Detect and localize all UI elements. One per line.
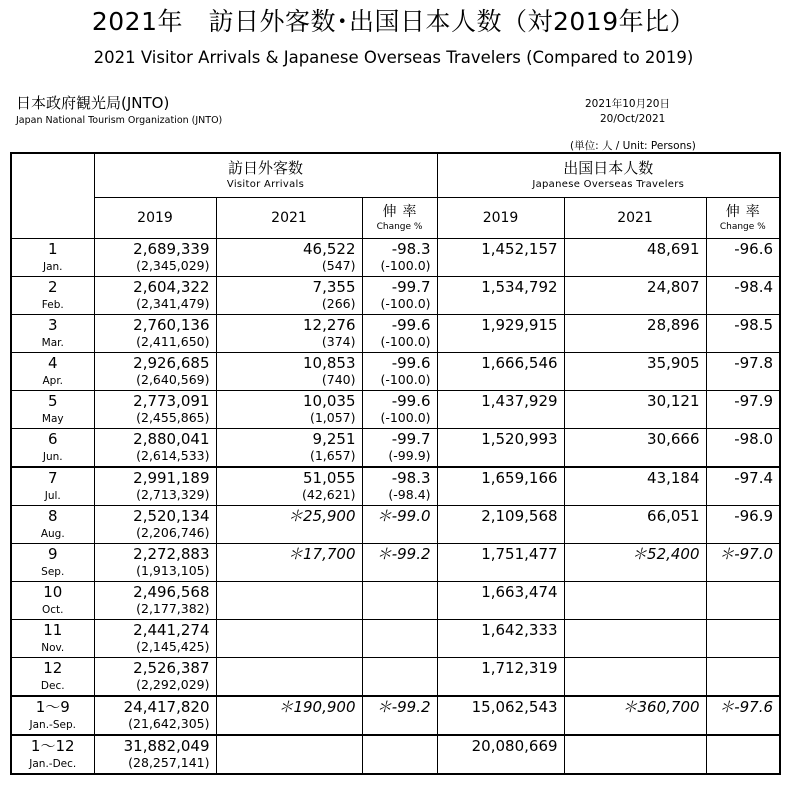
visitor-change-cell	[362, 696, 437, 735]
month-label-en: Jan.	[42, 261, 63, 273]
overseas-change-cell	[706, 620, 780, 658]
overseas-2021-value: 30,666	[647, 430, 700, 448]
overseas-change-cell	[706, 735, 780, 774]
visitor-2021-value: ＊190,900	[278, 698, 356, 716]
overseas-2021-value: 35,905	[647, 354, 700, 372]
month-label-en: Mar.	[41, 337, 64, 349]
visitor-2019-value: 2,773,091	[133, 392, 210, 410]
overseas-2021-value: 43,184	[647, 469, 700, 487]
month-label-en: Apr.	[42, 375, 64, 387]
visitor-2019-value: 2,272,883	[133, 545, 210, 563]
visitor-2021-value: 12,276	[303, 316, 356, 334]
overseas-2019-cell	[437, 696, 564, 735]
visitor-2019-value: 2,526,387	[133, 659, 210, 677]
overseas-travelers-header-ja: 出国日本人数	[563, 159, 654, 177]
overseas-change-cell	[706, 544, 780, 582]
visitor-2019-cell	[94, 735, 216, 774]
visitor-2021-cell	[216, 277, 362, 315]
overseas-2021-cell	[564, 506, 706, 544]
visitor-change-header-en: Change %	[376, 222, 423, 232]
month-label: 5	[47, 392, 58, 410]
month-label: 8	[47, 507, 58, 525]
visitor-2021-subvalue: (1,057)	[309, 410, 356, 425]
visitor-2021-value: ＊17,700	[288, 545, 356, 563]
overseas-2021-value: 24,807	[647, 278, 700, 296]
visitor-change-subvalue: (-100.0)	[380, 296, 431, 311]
overseas-2021-value: 28,896	[647, 316, 700, 334]
month-cell	[11, 696, 94, 735]
page-subtitle: 2021 Visitor Arrivals & Japanese Overseas Travelers (Compared to 2019)	[93, 48, 694, 67]
visitor-change-cell	[362, 735, 437, 774]
overseas-2019-cell	[437, 506, 564, 544]
visitor-change-value: -99.7	[391, 430, 431, 448]
month-cell	[11, 353, 94, 391]
organization-name-en: Japan National Tourism Organization (JNTO)	[16, 115, 223, 126]
visitor-2021-subvalue: (374)	[321, 334, 356, 349]
overseas-2021-cell	[564, 315, 706, 353]
visitor-change-cell	[362, 391, 437, 429]
month-label-en: Dec.	[40, 680, 65, 692]
overseas-2019-value: 1,712,319	[481, 659, 558, 677]
overseas-2019-value: 1,520,993	[481, 430, 558, 448]
overseas-change-cell	[706, 467, 780, 506]
visitor-2019-value: 2,496,568	[133, 583, 210, 601]
overseas-change-cell	[706, 277, 780, 315]
overseas-change-cell	[706, 696, 780, 735]
visitor-2019-subvalue: (2,614,533)	[136, 448, 210, 463]
visitor-2021-cell	[216, 735, 362, 774]
visitor-arrivals-header-ja: 訪日外客数	[228, 159, 304, 177]
visitor-change-cell	[362, 658, 437, 697]
visitor-2019-cell	[94, 353, 216, 391]
visitor-2021-value: 46,522	[303, 240, 356, 258]
corner-cell	[11, 153, 94, 239]
overseas-change-value: -97.9	[734, 392, 774, 410]
visitor-change-value: -99.7	[391, 278, 431, 296]
visitor-2019-value: 24,417,820	[123, 698, 210, 716]
visitor-change-subvalue: (-100.0)	[380, 258, 431, 273]
visitor-change-value: -99.6	[391, 392, 431, 410]
overseas-2021-cell	[564, 658, 706, 697]
visitor-2019-subvalue: (2,145,425)	[136, 639, 210, 654]
table-row	[11, 315, 780, 353]
visitor-2021-cell	[216, 429, 362, 468]
overseas-2019-value: 20,080,669	[471, 737, 558, 755]
overseas-change-header-ja: 伸率	[725, 204, 766, 220]
overseas-change-value: ＊-97.6	[719, 698, 774, 716]
visitor-arrivals-header	[94, 153, 437, 198]
month-cell	[11, 506, 94, 544]
month-label: 11	[43, 621, 63, 639]
visitor-change-value: -98.3	[391, 469, 431, 487]
visitor-2019-subvalue: (2,177,382)	[136, 601, 210, 616]
overseas-2019-cell	[437, 391, 564, 429]
month-label: 9	[47, 545, 58, 563]
month-label-en: Feb.	[41, 299, 64, 311]
overseas-2021-cell	[564, 582, 706, 620]
visitor-2019-subvalue: (28,257,141)	[128, 755, 210, 770]
overseas-2019-cell	[437, 735, 564, 774]
overseas-change-value: -96.6	[734, 240, 774, 258]
overseas-2019-cell	[437, 277, 564, 315]
unit-note: (単位: 人 / Unit: Persons)	[570, 140, 696, 152]
visitor-change-value: -98.3	[391, 240, 431, 258]
visitor-2019-cell	[94, 658, 216, 697]
overseas-2021-value: 30,121	[647, 392, 700, 410]
visitor-change-subvalue: (-100.0)	[380, 410, 431, 425]
visitor-2019-value: 2,760,136	[133, 316, 210, 334]
month-cell	[11, 429, 94, 468]
overseas-travelers-header-en: Japanese Overseas Travelers	[532, 179, 685, 190]
overseas-2019-value: 1,534,792	[481, 278, 558, 296]
visitor-2021-cell	[216, 658, 362, 697]
month-label-en: Jun.	[42, 451, 63, 463]
month-label: 1	[47, 240, 58, 258]
visitor-change-value: -99.6	[391, 316, 431, 334]
overseas-2021-cell	[564, 277, 706, 315]
overseas-change-header-en: Change %	[719, 222, 766, 232]
overseas-2021-cell	[564, 239, 706, 277]
overseas-2021-cell	[564, 467, 706, 506]
overseas-2021-header: 2021	[564, 198, 706, 239]
visitor-2019-cell	[94, 582, 216, 620]
overseas-change-value: -98.0	[734, 430, 774, 448]
table-row	[11, 429, 780, 468]
overseas-2019-value: 2,109,568	[481, 507, 558, 525]
overseas-2019-cell	[437, 353, 564, 391]
overseas-change-cell	[706, 239, 780, 277]
month-label: 2	[47, 278, 58, 296]
overseas-2021-cell	[564, 696, 706, 735]
visitor-2019-subvalue: (2,713,329)	[136, 487, 210, 502]
overseas-2019-cell	[437, 429, 564, 468]
visitor-2021-cell	[216, 239, 362, 277]
visitor-change-value: -99.6	[391, 354, 431, 372]
month-cell	[11, 277, 94, 315]
visitor-2021-subvalue: (740)	[321, 372, 356, 387]
overseas-change-cell	[706, 353, 780, 391]
visitor-2019-value: 2,689,339	[133, 240, 210, 258]
visitor-2021-cell	[216, 353, 362, 391]
visitor-2021-header: 2021	[216, 198, 362, 239]
visitor-2021-value: 10,853	[303, 354, 356, 372]
visitor-change-subvalue: (-100.0)	[380, 334, 431, 349]
visitor-2019-value: 2,441,274	[133, 621, 210, 639]
month-label-en: Jan.-Sep.	[29, 719, 76, 731]
visitor-2019-subvalue: (2,341,479)	[136, 296, 210, 311]
table-row	[11, 277, 780, 315]
visitor-2019-cell	[94, 277, 216, 315]
visitor-2019-subvalue: (2,455,865)	[136, 410, 210, 425]
overseas-2021-cell	[564, 353, 706, 391]
overseas-change-cell	[706, 658, 780, 697]
visitor-change-value: ＊-99.2	[376, 545, 431, 563]
month-label: 6	[47, 430, 58, 448]
organization-name-ja: 日本政府観光局(JNTO)	[16, 94, 170, 112]
visitor-2019-value: 2,880,041	[133, 430, 210, 448]
overseas-change-header	[706, 198, 780, 239]
statistics-table	[10, 152, 781, 775]
visitor-2019-cell	[94, 467, 216, 506]
month-cell	[11, 467, 94, 506]
overseas-2021-value: ＊360,700	[622, 698, 700, 716]
month-label-en: Oct.	[42, 604, 64, 616]
visitor-2021-value: 51,055	[303, 469, 356, 487]
month-cell	[11, 658, 94, 697]
table-row	[11, 735, 780, 774]
month-cell	[11, 582, 94, 620]
overseas-change-cell	[706, 582, 780, 620]
table-row	[11, 696, 780, 735]
overseas-2019-cell	[437, 467, 564, 506]
overseas-change-value: -96.9	[734, 507, 774, 525]
visitor-2019-value: 2,604,322	[133, 278, 210, 296]
month-cell	[11, 391, 94, 429]
overseas-2021-cell	[564, 429, 706, 468]
visitor-change-cell	[362, 239, 437, 277]
visitor-2021-subvalue: (547)	[321, 258, 356, 273]
visitor-2019-value: 2,991,189	[133, 469, 210, 487]
visitor-2019-subvalue: (1,913,105)	[136, 563, 210, 578]
table-row	[11, 391, 780, 429]
month-label: 1～12	[30, 737, 75, 755]
overseas-2019-cell	[437, 582, 564, 620]
month-label: 7	[47, 469, 58, 487]
month-label-en: Jul.	[44, 490, 61, 502]
visitor-2021-cell	[216, 315, 362, 353]
visitor-2019-value: 31,882,049	[123, 737, 210, 755]
release-date-ja: 2021年10月20日	[585, 98, 670, 110]
visitor-2021-value: 7,355	[312, 278, 356, 296]
overseas-2019-value: 1,751,477	[481, 545, 558, 563]
table-row	[11, 544, 780, 582]
overseas-change-cell	[706, 506, 780, 544]
visitor-2019-cell	[94, 315, 216, 353]
table-row	[11, 353, 780, 391]
overseas-2021-value: ＊52,400	[632, 545, 700, 563]
visitor-change-subvalue: (-99.9)	[388, 448, 431, 463]
overseas-2019-value: 1,929,915	[481, 316, 558, 334]
visitor-2021-subvalue: (1,657)	[309, 448, 356, 463]
table-row	[11, 658, 780, 697]
overseas-change-cell	[706, 429, 780, 468]
month-cell	[11, 544, 94, 582]
visitor-change-cell	[362, 467, 437, 506]
visitor-change-cell	[362, 506, 437, 544]
overseas-2019-cell	[437, 315, 564, 353]
visitor-2019-cell	[94, 696, 216, 735]
visitor-2021-value: 9,251	[312, 430, 356, 448]
month-cell	[11, 620, 94, 658]
visitor-2019-header: 2019	[94, 198, 216, 239]
visitor-2021-cell	[216, 467, 362, 506]
month-cell	[11, 315, 94, 353]
overseas-2019-value: 15,062,543	[471, 698, 558, 716]
overseas-change-value: ＊-97.0	[719, 545, 774, 563]
overseas-change-value: -98.5	[734, 316, 774, 334]
visitor-change-cell	[362, 429, 437, 468]
table-row	[11, 467, 780, 506]
month-label: 12	[43, 659, 63, 677]
visitor-change-cell	[362, 544, 437, 582]
month-label-en: Nov.	[41, 642, 65, 654]
overseas-2021-cell	[564, 620, 706, 658]
visitor-2021-cell	[216, 620, 362, 658]
visitor-change-header-ja: 伸率	[382, 204, 423, 220]
month-cell	[11, 735, 94, 774]
month-label: 10	[43, 583, 63, 601]
visitor-2019-cell	[94, 429, 216, 468]
visitor-2019-subvalue: (2,292,029)	[136, 677, 210, 692]
visitor-2019-subvalue: (2,411,650)	[136, 334, 210, 349]
overseas-change-cell	[706, 391, 780, 429]
month-label: 1～9	[35, 698, 70, 716]
table-row	[11, 239, 780, 277]
page-title: 2021年 訪日外客数･出国日本人数（対2019年比）	[91, 7, 696, 36]
visitor-2019-subvalue: (2,640,569)	[136, 372, 210, 387]
visitor-change-cell	[362, 353, 437, 391]
overseas-2019-header: 2019	[437, 198, 564, 239]
month-cell	[11, 239, 94, 277]
visitor-2021-subvalue: (266)	[321, 296, 356, 311]
overseas-2019-value: 1,659,166	[481, 469, 558, 487]
visitor-2021-cell	[216, 391, 362, 429]
overseas-2019-cell	[437, 658, 564, 697]
visitor-change-subvalue: (-98.4)	[388, 487, 431, 502]
month-label-en: Jan.-Dec.	[29, 758, 77, 770]
visitor-arrivals-header-en: Visitor Arrivals	[226, 179, 305, 190]
visitor-change-cell	[362, 582, 437, 620]
overseas-change-value: -97.4	[734, 469, 774, 487]
table-row	[11, 582, 780, 620]
overseas-2019-value: 1,437,929	[481, 392, 558, 410]
visitor-2021-value: 10,035	[303, 392, 356, 410]
month-label-en: Aug.	[40, 528, 65, 540]
month-label: 4	[47, 354, 58, 372]
visitor-change-value: ＊-99.0	[376, 507, 431, 525]
month-label: 3	[47, 316, 58, 334]
overseas-change-cell	[706, 315, 780, 353]
overseas-2021-cell	[564, 735, 706, 774]
overseas-2021-value: 48,691	[647, 240, 700, 258]
column-header-row	[11, 198, 780, 239]
visitor-2019-cell	[94, 544, 216, 582]
visitor-2021-subvalue: (42,621)	[302, 487, 356, 502]
group-header-row	[11, 153, 780, 198]
overseas-travelers-header	[437, 153, 780, 198]
visitor-2021-value: ＊25,900	[288, 507, 356, 525]
overseas-2021-value: 66,051	[647, 507, 700, 525]
visitor-2021-cell	[216, 582, 362, 620]
overseas-2019-cell	[437, 239, 564, 277]
month-label-en: Sep.	[41, 566, 65, 578]
overseas-2019-value: 1,452,157	[481, 240, 558, 258]
overseas-2019-value: 1,642,333	[481, 621, 558, 639]
visitor-2019-cell	[94, 239, 216, 277]
overseas-2021-cell	[564, 391, 706, 429]
visitor-2019-subvalue: (2,206,746)	[136, 525, 210, 540]
overseas-2019-value: 1,666,546	[481, 354, 558, 372]
overseas-2019-cell	[437, 620, 564, 658]
visitor-2019-value: 2,926,685	[133, 354, 210, 372]
overseas-change-value: -98.4	[734, 278, 774, 296]
overseas-change-value: -97.8	[734, 354, 774, 372]
visitor-change-cell	[362, 315, 437, 353]
visitor-2021-cell	[216, 544, 362, 582]
visitor-2019-cell	[94, 391, 216, 429]
release-date-en: 20/Oct/2021	[600, 113, 666, 125]
visitor-change-subvalue: (-100.0)	[380, 372, 431, 387]
month-label-en: May	[41, 413, 64, 425]
visitor-change-cell	[362, 277, 437, 315]
visitor-2021-cell	[216, 506, 362, 544]
visitor-change-value: ＊-99.2	[376, 698, 431, 716]
table-row	[11, 620, 780, 658]
visitor-change-header	[362, 198, 437, 239]
overseas-2019-value: 1,663,474	[481, 583, 558, 601]
overseas-2019-cell	[437, 544, 564, 582]
visitor-2019-value: 2,520,134	[133, 507, 210, 525]
visitor-2019-cell	[94, 506, 216, 544]
visitor-2019-subvalue: (2,345,029)	[136, 258, 210, 273]
table-row	[11, 506, 780, 544]
visitor-change-cell	[362, 620, 437, 658]
visitor-2021-cell	[216, 696, 362, 735]
overseas-2021-cell	[564, 544, 706, 582]
visitor-2019-subvalue: (21,642,305)	[128, 716, 210, 731]
visitor-2019-cell	[94, 620, 216, 658]
